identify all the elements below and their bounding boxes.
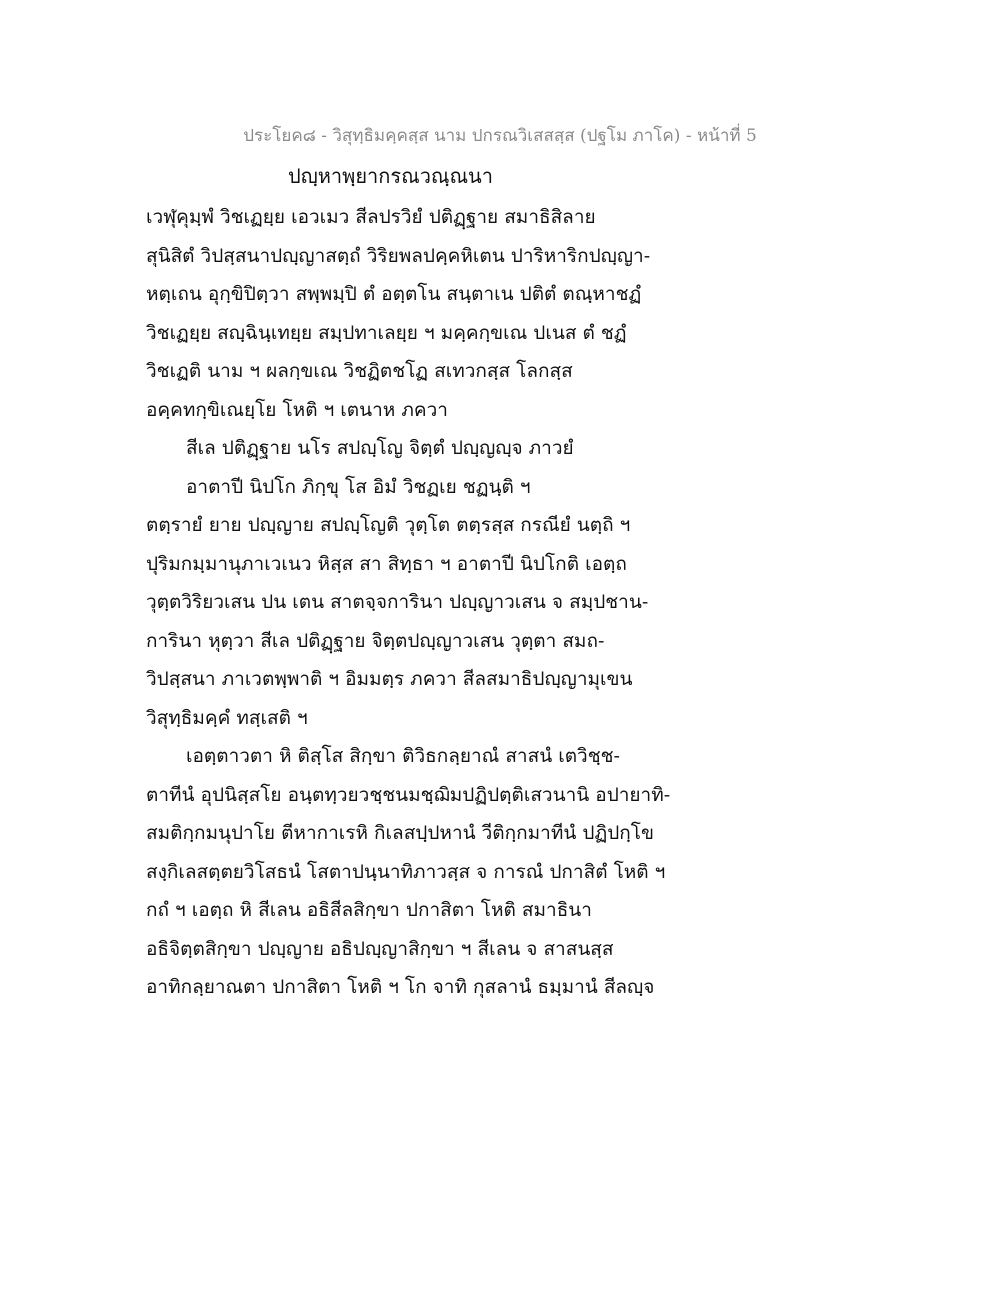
text-line: หตฺเถน อุกฺขิปิตฺวา สพฺพมฺปิ ตํ อตฺตโน สนฺตาเน ปติตํ ตณฺหาชฏํ	[146, 283, 642, 305]
text-line: วิชเฏยฺย สญฺฉินฺเทยฺย สมฺปทาเลยฺย ฯ มคฺคกฺขเณ ปเนส ตํ ชฏํ	[146, 321, 627, 344]
section-title: ปญฺหาพฺยากรณวณฺณนา	[288, 164, 493, 188]
text-line: วุตฺตวิริยวเสน ปน เตน สาตจฺจการินา ปญฺญาวเสน จ สมฺปชาน-	[146, 591, 649, 613]
text-line: สุนิสิตํ วิปสฺสนาปญฺญาสตฺถํ วิริยพลปคฺคหิเตน ปาริหาริกปญฺญา-	[146, 244, 651, 267]
text-line: สมติกฺกมนุปาโย ตีหากาเรหิ กิเลสปฺปหานํ วีติกฺกมาทีนํ ปฏิปกฺโข	[146, 822, 654, 844]
text-line: สงฺกิเลสตฺตยวิโสธนํ โสตาปนฺนาทิภาวสฺส จ การณํ ปกาสิตํ โหติ ฯ	[146, 860, 666, 883]
text-line: ตตฺรายํ ยาย ปญฺญาย สปญฺโญติ วุตฺโต ตตฺรสฺส กรณียํ นตฺถิ ฯ	[146, 514, 631, 536]
text-line: วิสุทฺธิมคฺคํ ทสฺเสติ ฯ	[146, 706, 308, 729]
text-line: อาทิกลฺยาณตา ปกาสิตา โหติ ฯ โก จาทิ กุสลานํ ธมฺมานํ สีลญฺจ	[146, 976, 655, 998]
text-line: เอตฺตาวตา หิ ติสฺโส สิกฺขา ติวิธกลฺยาณํ สาสนํ เตวิชฺช-	[186, 745, 620, 767]
text-line: สีเล ปติฏฺฐาย นโร สปญฺโญ จิตฺตํ ปญฺญญฺจ ภาวยํ	[186, 437, 574, 459]
text-line: ตาทีนํ อุปนิสฺสโย อนฺตทฺวยวชฺชนมชฺฌิมปฏิปตฺติเสวนานิ อปายาทิ-	[146, 783, 671, 806]
text-line: อาตาปี นิปโก ภิกฺขุ โส อิมํ วิชฏเย ชฏนฺติ ฯ	[186, 475, 531, 498]
text-line: เวฬุคุมฺพํ วิชเฏยฺย เอวเมว สีลปรวิยํ ปติฏฺฐาย สมาธิสิลาย	[146, 206, 596, 228]
text-line: ปุริมกมฺมานุภาเวเนว หิสฺส สา สิทฺธา ฯ อาตาปี นิปโกติ เอตฺถ	[146, 552, 627, 575]
body-text	[146, 198, 706, 1007]
text-line: อธิจิตฺตสิกฺขา ปญฺญาย อธิปญฺญาสิกฺขา ฯ สีเลน จ สาสนสฺส	[146, 937, 614, 960]
text-line: วิปสฺสนา ภาเวตพฺพาติ ฯ อิมมตฺร ภควา สีลสมาธิปญฺญามุเขน	[146, 668, 633, 690]
text-line: วิชเฏติ นาม ฯ ผลกฺขเณ วิชฏิตชโฏ สเทวกสฺส โลกสฺส	[146, 360, 573, 382]
running-header: ประโยค๘ - วิสุทฺธิมคฺคสฺส นาม ปกรณวิเสสสฺส (ปฐโม ภาโค) - หน้าที่ 5	[243, 126, 757, 146]
text-line: การินา หุตฺวา สีเล ปติฏฺฐาย จิตฺตปญฺญาวเสน วุตฺตา สมถ-	[146, 629, 605, 652]
text-line: อคฺคทกฺขิเณยฺโย โหติ ฯ เตนาห ภควา	[146, 398, 448, 421]
text-line: กถํ ฯ เอตฺถ หิ สีเลน อธิสีลสิกฺขา ปกาสิตา โหติ สมาธินา	[146, 899, 592, 921]
